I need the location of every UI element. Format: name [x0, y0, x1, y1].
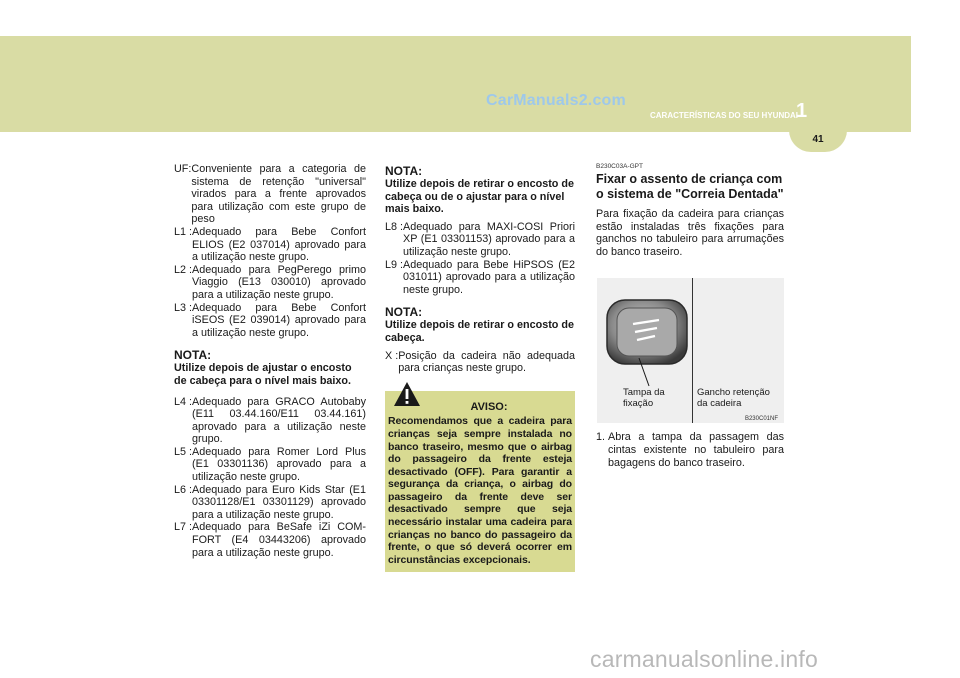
list-item [385, 221, 575, 259]
item-code: L6 : [174, 483, 193, 496]
item-text: Adequado para MAXI-COSI Priori XP (E1 03301153) aprovado para a utilização neste grupo. [403, 220, 575, 258]
item-code: UF: [174, 163, 192, 175]
item-text: Adequado para Romer Lord Plus (E1 03301136) aprovado para a utilização neste grupo. [192, 445, 366, 484]
item-code: L2 : [174, 263, 193, 276]
column-3 [596, 163, 784, 469]
list-item [174, 446, 366, 484]
chapter-title: CARACTERÍSTICAS DO SEU HYUNDAI [649, 111, 798, 120]
item-code: L8 : [385, 220, 404, 233]
section-title: Fixar o assento de criança com o sistema de "Correia Dentada" [596, 172, 784, 201]
site-watermark[interactable]: CarManuals2.com [486, 92, 626, 109]
page-number: 41 [812, 134, 824, 145]
item-text: Adequado para Bebe Confort iSEOS (E2 039014) aprovado para a utilização neste grupo. [192, 301, 366, 339]
warning-triangle-icon [393, 381, 421, 407]
item-text: Adequado para Bebe HiPSOS (E2 031011) aprovado para a utilização neste grupo. [403, 258, 575, 296]
list-item [174, 264, 366, 302]
step-text: Abra a tampa da passagem das cintas existente no tabuleiro para bagagens do banco traseiro. [608, 431, 784, 469]
closed-cover-icon [607, 300, 687, 386]
nota-title: NOTA: [385, 305, 423, 320]
nota-text: Utilize depois de ajustar o encosto de cabeça para o nível mais baixo. [174, 362, 352, 387]
item-code: L9 : [385, 258, 404, 271]
list-items-a [174, 163, 366, 339]
nota-title: NOTA: [385, 164, 423, 178]
column-1 [174, 163, 366, 559]
list-items-b [174, 396, 366, 560]
item-code: L5 : [174, 445, 193, 458]
list-item [174, 396, 366, 446]
item-code: L1 : [174, 225, 193, 238]
item-text: Adequado para BeSafe iZi COM-FORT (E4 03443206) aprovado para a utilização neste grupo. [192, 521, 366, 559]
item-text: Adequado para GRACO Autobaby (E11 03.44.160/E11 03.44.161) aprovado para a utilização neste grupo. [192, 395, 366, 446]
list-items-a [385, 221, 575, 297]
nota-text: Utilize depois de retirar o encosto de cabeça ou de o ajustar para o nível mais baixo. [385, 178, 574, 216]
step-item [596, 431, 784, 469]
list-item [174, 484, 366, 522]
footer-watermark[interactable]: carmanualsonline.info [590, 646, 818, 672]
item-text: Conveniente para a categoria de sistema de retenção "universal" virados para a frente aprovados para utilização com este grupo de peso [191, 163, 366, 226]
section-intro: Para fixação da cadeira para crianças estão instaladas três fixações para ganchos no tabuleiro para arrumações do banco traseiro. [596, 208, 784, 258]
item-text: Adequado para Bebe Confort ELIOS (E2 037014) aprovado para a utilização neste grupo. [192, 225, 366, 264]
figure-code: B230C01NF [744, 416, 778, 423]
item-code: X : [385, 349, 399, 362]
item-text: Adequado para PegPerego primo Viaggio (E13 030010) aprovado para a utilização neste grupo. [192, 263, 366, 301]
warning-box [385, 391, 575, 573]
item-text: Posição da cadeira não adequada para crianças neste grupo. [398, 349, 575, 375]
item-code: L7 : [174, 521, 193, 534]
section-code: B230C03A-GPT [596, 163, 643, 170]
warning-title: AVISO: [470, 400, 508, 413]
list-item [174, 226, 366, 264]
nota-text: Utilize depois de retirar o encosto de cabeça. [385, 319, 574, 344]
figure-label-cover: Tampa da fixação [623, 387, 665, 410]
anchor-figure [596, 277, 783, 422]
step-number: 1. [596, 431, 606, 444]
item-text: Adequado para Euro Kids Star (E1 03301128/E1 03301129) aprovado para a utilização neste grupo. [192, 483, 366, 521]
item-code: L3 : [174, 301, 193, 314]
chapter-number: 1 [796, 100, 808, 122]
column-2 [385, 163, 575, 572]
list-items-b [385, 350, 575, 375]
steps-list [596, 431, 784, 469]
figure-label-hook: Gancho retenção da cadeira [697, 387, 770, 410]
warning-text: Recomendamos que a cadeira para crianças seja sempre instalada no banco traseiro, mesmo que o airbag do passageiro da frente esteja desactivado (OFF). Para garantir a segurança da criança, o airbag do passageiro da frente deve ser desactivado sempre que seja necessário instalar uma cadeira para crianças no banco do passageiro da frente, o que só deverá ocorrer em circunstâncias excepcionais. [388, 415, 572, 566]
list-item [385, 350, 575, 375]
item-code: L4 : [174, 395, 193, 408]
list-item [174, 521, 366, 559]
list-item [174, 163, 366, 226]
list-item [174, 302, 366, 340]
figure-divider [692, 278, 693, 423]
nota-title: NOTA: [174, 348, 212, 363]
list-item [385, 259, 575, 297]
